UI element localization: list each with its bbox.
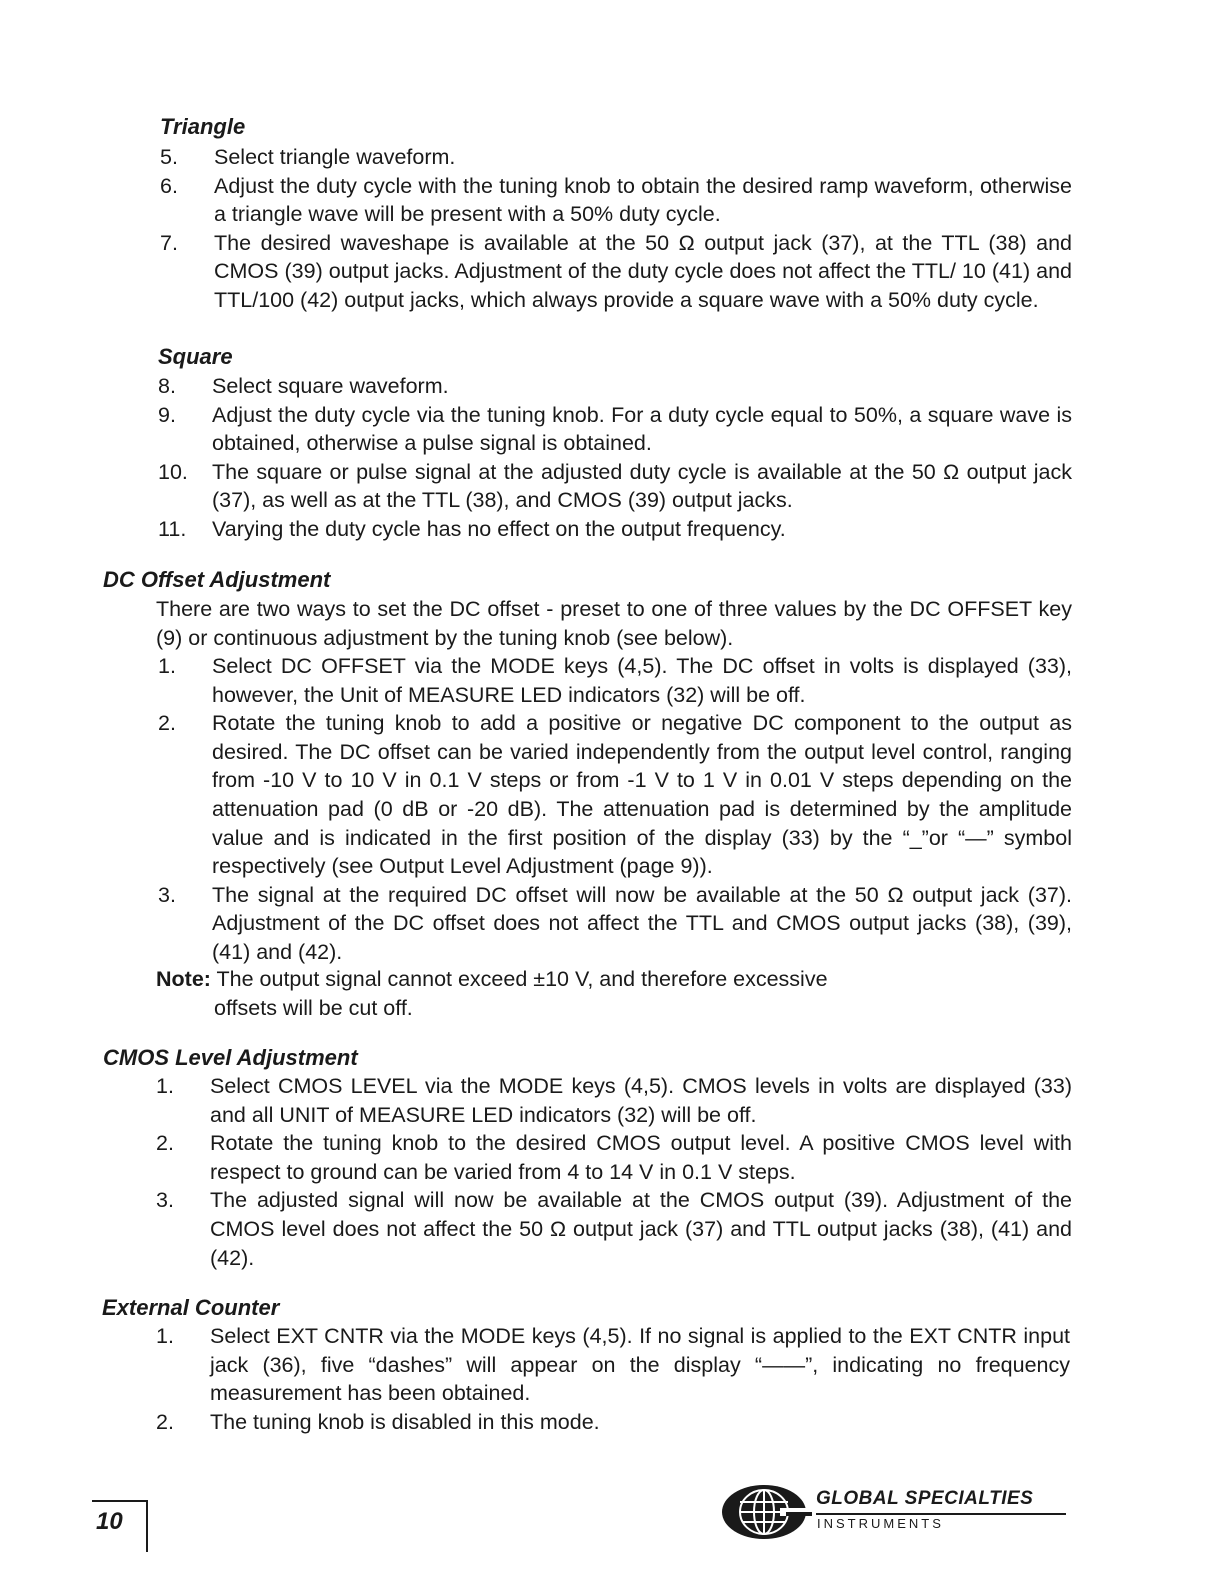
- page-number-rule-right: [146, 1500, 148, 1552]
- item-number: 1.: [158, 654, 176, 678]
- external-counter-list: [156, 1322, 1070, 1436]
- list-item: [156, 1072, 1072, 1129]
- triangle-list: [160, 143, 1072, 315]
- cmos-heading: CMOS Level Adjustment: [103, 1045, 358, 1070]
- company-logo: [720, 1482, 1070, 1542]
- item-text: The tuning knob is disabled in this mode.: [210, 1409, 600, 1434]
- item-number: 1.: [156, 1074, 174, 1098]
- item-text: Rotate the tuning knob to add a positive or negative DC component to the output as desired. The DC offset can be varied independently from the output level control, ranging from -10 V to 10 V in 0.1 V steps or from -1 V to 1 V in 0.01 V steps depending on the attenuation pad (0 dB or -20 dB). The attenuation pad is determined by the amplitude value and is indicated in the first position of the display (33) by the “_”or “—” symbol respectively (see Output Level Adjustment (page 9)).: [212, 711, 1072, 879]
- page-number-rule-top: [92, 1500, 148, 1502]
- item-number: 6.: [160, 173, 178, 198]
- item-text: Varying the duty cycle has no effect on the output frequency.: [212, 516, 786, 541]
- logo-rule: [816, 1513, 1066, 1515]
- page-number: 10: [96, 1508, 123, 1535]
- item-number: 9.: [158, 402, 176, 427]
- item-text: Select EXT CNTR via the MODE keys (4,5). If no signal is applied to the EXT CNTR input jack (36), five “dashes” will appear on the display “——”, indicating no frequency measurement has been obtained.: [210, 1324, 1070, 1406]
- globe-g-icon: [720, 1482, 812, 1542]
- dc-offset-intro: There are two ways to set the DC offset - preset to one of three values by the DC OFFSET key (9) or continuous adjustment by the tuning knob (see below).: [156, 597, 1072, 650]
- list-item: [160, 229, 1072, 315]
- list-item: [158, 401, 1072, 458]
- item-number: 2.: [156, 1131, 174, 1156]
- item-number: 2.: [156, 1409, 174, 1434]
- list-item: [158, 709, 1072, 881]
- dc-offset-heading: DC Offset Adjustment: [103, 567, 331, 592]
- item-number: 8.: [158, 374, 176, 398]
- item-text: Select CMOS LEVEL via the MODE keys (4,5). CMOS levels in volts are displayed (33) and all UNIT of MEASURE LED indicators (32) will be off.: [210, 1074, 1072, 1127]
- list-item: [156, 1186, 1072, 1272]
- item-text: The desired waveshape is available at the 50 Ω output jack (37), at the TTL (38) and CMOS (39) output jacks. Adjustment of the duty cycle does not affect the TTL/ 10 (41) and TTL/100 (42) output jacks, which always provide a square wave with a 50% duty cycle.: [214, 230, 1072, 312]
- item-text: Select triangle waveform.: [214, 145, 456, 169]
- item-number: 3.: [156, 1188, 174, 1213]
- list-item: [158, 372, 1072, 401]
- item-number: 2.: [158, 711, 176, 736]
- item-text: The adjusted signal will now be available at the CMOS output (39). Adjustment of the CMOS level does not affect the 50 Ω output jack (37) and TTL output jacks (38), (41) and (42).: [210, 1188, 1072, 1270]
- item-number: 3.: [158, 882, 176, 907]
- list-item: [156, 1129, 1072, 1186]
- item-text: Select square waveform.: [212, 374, 449, 398]
- list-item: [160, 143, 1072, 172]
- item-text: Rotate the tuning knob to the desired CMOS output level. A positive CMOS level with respect to ground can be varied from 4 to 14 V in 0.1 V steps.: [210, 1131, 1072, 1184]
- item-text: Adjust the duty cycle with the tuning knob to obtain the desired ramp waveform, otherwise a triangle wave will be present with a 50% duty cycle.: [214, 173, 1072, 227]
- item-number: 1.: [156, 1324, 174, 1348]
- dc-offset-list: [158, 652, 1072, 967]
- page-number-box: [92, 1494, 148, 1550]
- list-item: [160, 172, 1072, 229]
- item-text: The square or pulse signal at the adjusted duty cycle is available at the 50 Ω output jack (37), as well as at the TTL (38), and CMOS (39) output jacks.: [212, 459, 1072, 513]
- list-item: [156, 1408, 1070, 1437]
- triangle-heading: Triangle: [160, 114, 246, 139]
- item-number: 11.: [158, 516, 187, 541]
- cmos-list: [156, 1072, 1072, 1272]
- square-heading: Square: [158, 344, 233, 369]
- list-item: [158, 515, 1072, 544]
- note-text: The output signal cannot exceed ±10 V, and therefore excessive: [210, 967, 828, 991]
- note-label: Note:: [156, 967, 211, 991]
- list-item: [156, 1322, 1070, 1408]
- item-text: Select DC OFFSET via the MODE keys (4,5). The DC offset in volts is displayed (33), however, the Unit of MEASURE LED indicators (32) will be off.: [212, 654, 1072, 707]
- item-text: The signal at the required DC offset will now be available at the 50 Ω output jack (37). Adjustment of the DC offset does not affect the TTL and CMOS output jacks (38), (39), (41) and (42).: [212, 882, 1072, 964]
- list-item: [158, 881, 1072, 967]
- item-number: 7.: [160, 230, 178, 255]
- logo-brand-name: GLOBAL SPECIALTIES: [816, 1488, 1034, 1509]
- list-item: [158, 458, 1072, 515]
- item-text: Adjust the duty cycle via the tuning knob. For a duty cycle equal to 50%, a square wave is obtained, otherwise a pulse signal is obtained.: [212, 402, 1072, 456]
- item-number: 10.: [158, 459, 188, 484]
- external-counter-heading: External Counter: [102, 1295, 280, 1320]
- item-number: 5.: [160, 145, 178, 169]
- note-text-continued: offsets will be cut off.: [214, 995, 413, 1020]
- list-item: [158, 652, 1072, 709]
- logo-subtitle: INSTRUMENTS: [817, 1516, 944, 1531]
- square-list: [158, 372, 1072, 544]
- dc-offset-note: [156, 965, 1072, 1022]
